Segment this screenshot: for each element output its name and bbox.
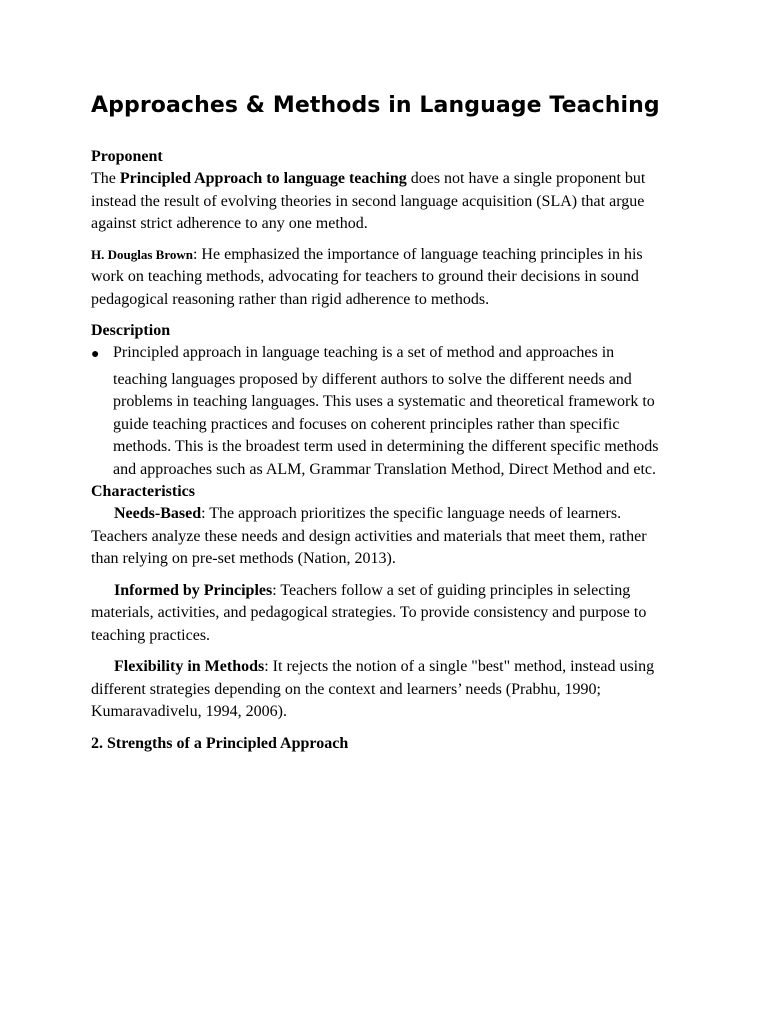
intro-bold-term: Principled Approach to language teaching — [119, 170, 407, 187]
intro-text-post: does not have a single proponent but instead the result of evolving theories in second language acquisition (SLA) that argue against strict adherence to any one method. — [91, 170, 646, 232]
heading-description: Description — [91, 322, 171, 339]
description-first-line: Principled approach in language teaching is a set of method and approaches in — [113, 344, 615, 361]
brown-text: : He emphasized the importance of language teaching principles in his work on teaching methods, advocating for teachers to ground their decisions in sound pedagogical reasoning rather than rigid adherence to methods. — [91, 245, 643, 308]
page-title: Approaches & Methods in Language Teaching — [91, 93, 660, 118]
characteristic-informed-by-principles — [91, 580, 678, 648]
characteristic-needs-based — [91, 503, 678, 571]
brown-name: H. Douglas Brown — [91, 246, 193, 262]
characteristic-flexibility-in-methods — [91, 656, 678, 724]
paragraph-brown — [91, 244, 678, 312]
characteristic-text: : It rejects the notion of a single "best" method, instead using different strategies depending on the context and learners’ needs (Prabhu, 1990; Kumaravadivelu, 1994, 2006). — [91, 658, 655, 720]
characteristic-text: : Teachers follow a set of guiding principles in selecting materials, activities, and pedagogical strategies. To provide consistency and purpose to teaching practices. — [91, 581, 647, 644]
characteristic-term: Flexibility in Methods — [114, 658, 265, 675]
heading-proponent: Proponent — [91, 148, 163, 165]
list-item — [91, 342, 678, 481]
bullet-dot-icon: ● — [91, 347, 100, 362]
description-text — [113, 342, 678, 481]
characteristic-term: Needs-Based — [114, 505, 202, 522]
characteristic-text: : The approach prioritizes the specific language needs of learners. Teachers analyze these needs and design activities and materials that meet them, rather than relying on pre-set methods (Nation, 2013). — [91, 505, 647, 567]
heading-characteristics: Characteristics — [91, 483, 195, 500]
description-rest: teaching languages proposed by different authors to solve the different needs and problems in teaching languages. This uses a systematic and theoretical framework to guide teaching practices and focuses on coherent principles rather than specific methods. This is the broadest term used in determining the different specific methods and approaches such as ALM, Grammar Translation Method, Direct Method and etc. — [113, 370, 659, 478]
characteristic-term: Informed by Principles — [114, 581, 273, 599]
intro-text-pre: The — [91, 170, 120, 187]
heading-strengths: 2. Strengths of a Principled Approach — [91, 734, 349, 752]
paragraph-proponent-intro — [91, 168, 678, 236]
